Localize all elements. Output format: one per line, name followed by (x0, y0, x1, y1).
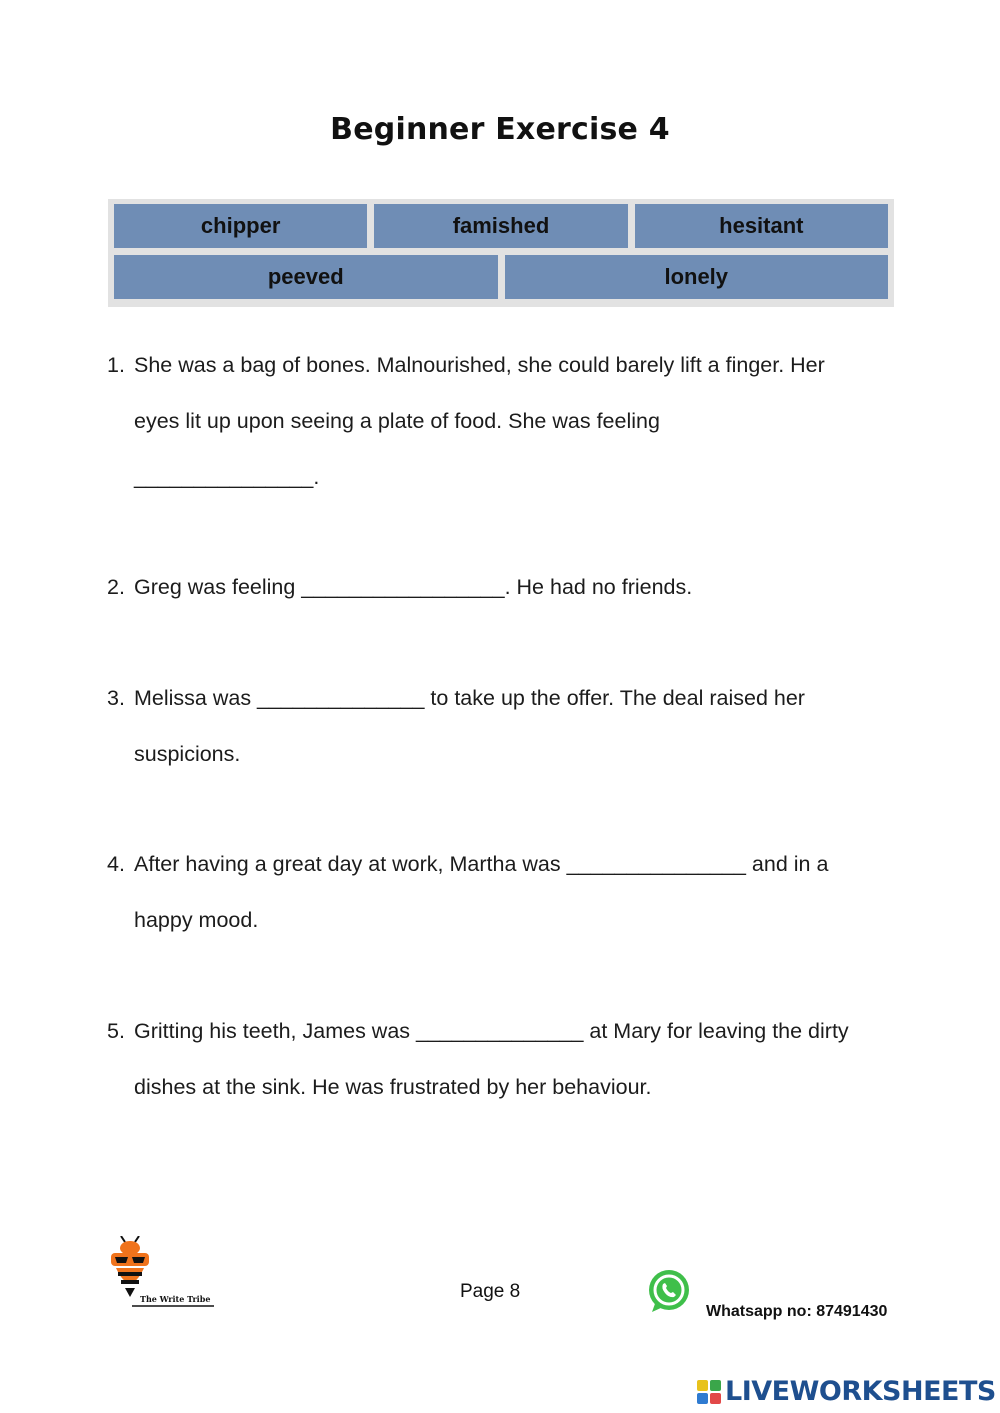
word-bank-row-2 (114, 255, 888, 299)
question-1 (107, 337, 907, 505)
question-line[interactable]: Melissa was ______________ to take up the offer. The deal raised her (134, 686, 805, 710)
question-line: suspicions. (134, 742, 241, 766)
word-bank-item: chipper (114, 204, 367, 248)
question-5 (107, 1003, 907, 1115)
question-line: dishes at the sink. He was frustrated by her behaviour. (134, 1075, 652, 1099)
question-number: 4. (107, 852, 125, 876)
word-bank-item: hesitant (635, 204, 888, 248)
word-bank-row-1 (114, 204, 888, 248)
page-title: Beginner Exercise 4 (330, 112, 670, 147)
question-line[interactable]: Greg was feeling _________________. He had no friends. (134, 575, 693, 599)
question-line[interactable]: Gritting his teeth, James was ______________ at Mary for leaving the dirty (134, 1019, 849, 1043)
page-number: Page 8 (460, 1281, 521, 1302)
liveworksheets-logo-icon (697, 1380, 721, 1404)
question-3 (107, 670, 907, 782)
question-4 (107, 836, 907, 948)
word-bank (108, 199, 894, 307)
whatsapp-icon (646, 1268, 692, 1314)
question-line: eyes lit up upon seeing a plate of food. She was feeling (134, 409, 660, 433)
question-line[interactable]: After having a great day at work, Martha was _______________ and in a (134, 852, 829, 876)
question-number: 2. (107, 575, 125, 599)
answer-blank[interactable]: _______________. (134, 465, 320, 489)
question-number: 1. (107, 353, 125, 377)
question-line: She was a bag of bones. Malnourished, she could barely lift a finger. Her (134, 353, 825, 377)
logo-text: The Write Tribe (140, 1294, 211, 1304)
word-bank-item: lonely (505, 255, 889, 299)
liveworksheets-wordmark: LIVEWORKSHEETS (725, 1376, 996, 1407)
word-bank-item: famished (374, 204, 627, 248)
question-2 (107, 559, 907, 615)
question-number: 5. (107, 1019, 125, 1043)
word-bank-item: peeved (114, 255, 498, 299)
write-tribe-bee-logo-icon (108, 1236, 218, 1310)
question-line: happy mood. (134, 908, 259, 932)
liveworksheets-brand (697, 1376, 996, 1407)
whatsapp-number: Whatsapp no: 87491430 (706, 1303, 888, 1320)
question-number: 3. (107, 686, 125, 710)
